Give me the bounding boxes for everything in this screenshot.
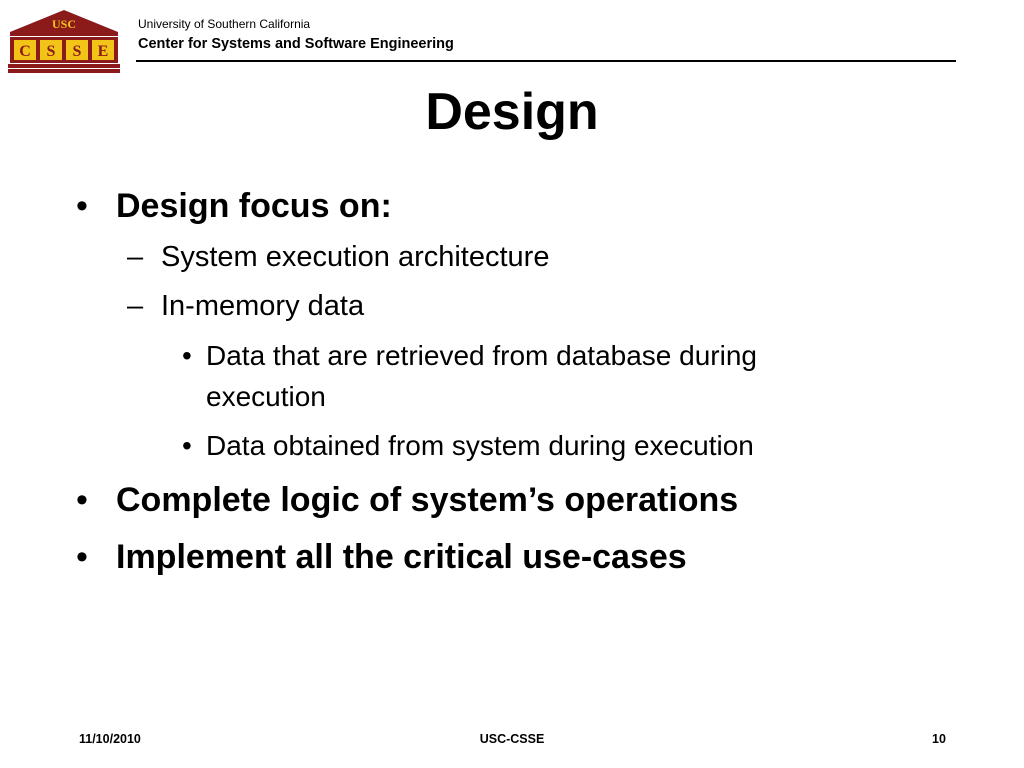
bullet-marker: •: [182, 340, 192, 371]
bullet-text: Implement all the critical use-cases: [116, 538, 687, 576]
bullet-item: [76, 186, 392, 226]
sub-sub-bullet-item: [182, 335, 757, 376]
footer-center-label: USC-CSSE: [479, 732, 545, 746]
bullet-marker: •: [76, 481, 88, 519]
sub-bullet-item: [127, 289, 365, 323]
sub-bullet-text: In-memory data: [161, 290, 365, 322]
sub-bullet-text: System execution architecture: [161, 241, 550, 273]
logo-text: USC: [51, 17, 77, 31]
footer-date: 11/10/2010: [79, 732, 141, 746]
sub-sub-bullet-text: Data that are retrieved from database during: [206, 340, 757, 371]
logo-letter: S: [46, 43, 56, 60]
bullet-marker: •: [76, 538, 88, 576]
bullet-marker: •: [182, 430, 192, 461]
dash-marker: –: [127, 290, 144, 322]
page-number: 10: [932, 732, 946, 746]
slide-title: Design: [425, 83, 599, 141]
university-name: University of Southern California: [138, 17, 311, 31]
center-name: Center for Systems and Software Engineering: [138, 36, 454, 52]
sub-bullet-item: [127, 240, 550, 274]
dash-marker: –: [127, 241, 144, 273]
sub-sub-bullet-text: Data obtained from system during execution: [206, 430, 754, 461]
bullet-text: Complete logic of system’s operations: [116, 481, 739, 519]
bullet-text: Design focus on:: [116, 187, 392, 225]
logo-letter: E: [97, 43, 109, 60]
bullet-marker: •: [76, 187, 88, 225]
bullet-item: [76, 480, 739, 520]
logo-letter: C: [19, 43, 31, 60]
sub-sub-bullet-continuation: execution: [206, 381, 326, 412]
bullet-item: [76, 537, 687, 577]
sub-sub-bullet-item: [182, 425, 754, 466]
logo-letter: S: [72, 43, 82, 60]
